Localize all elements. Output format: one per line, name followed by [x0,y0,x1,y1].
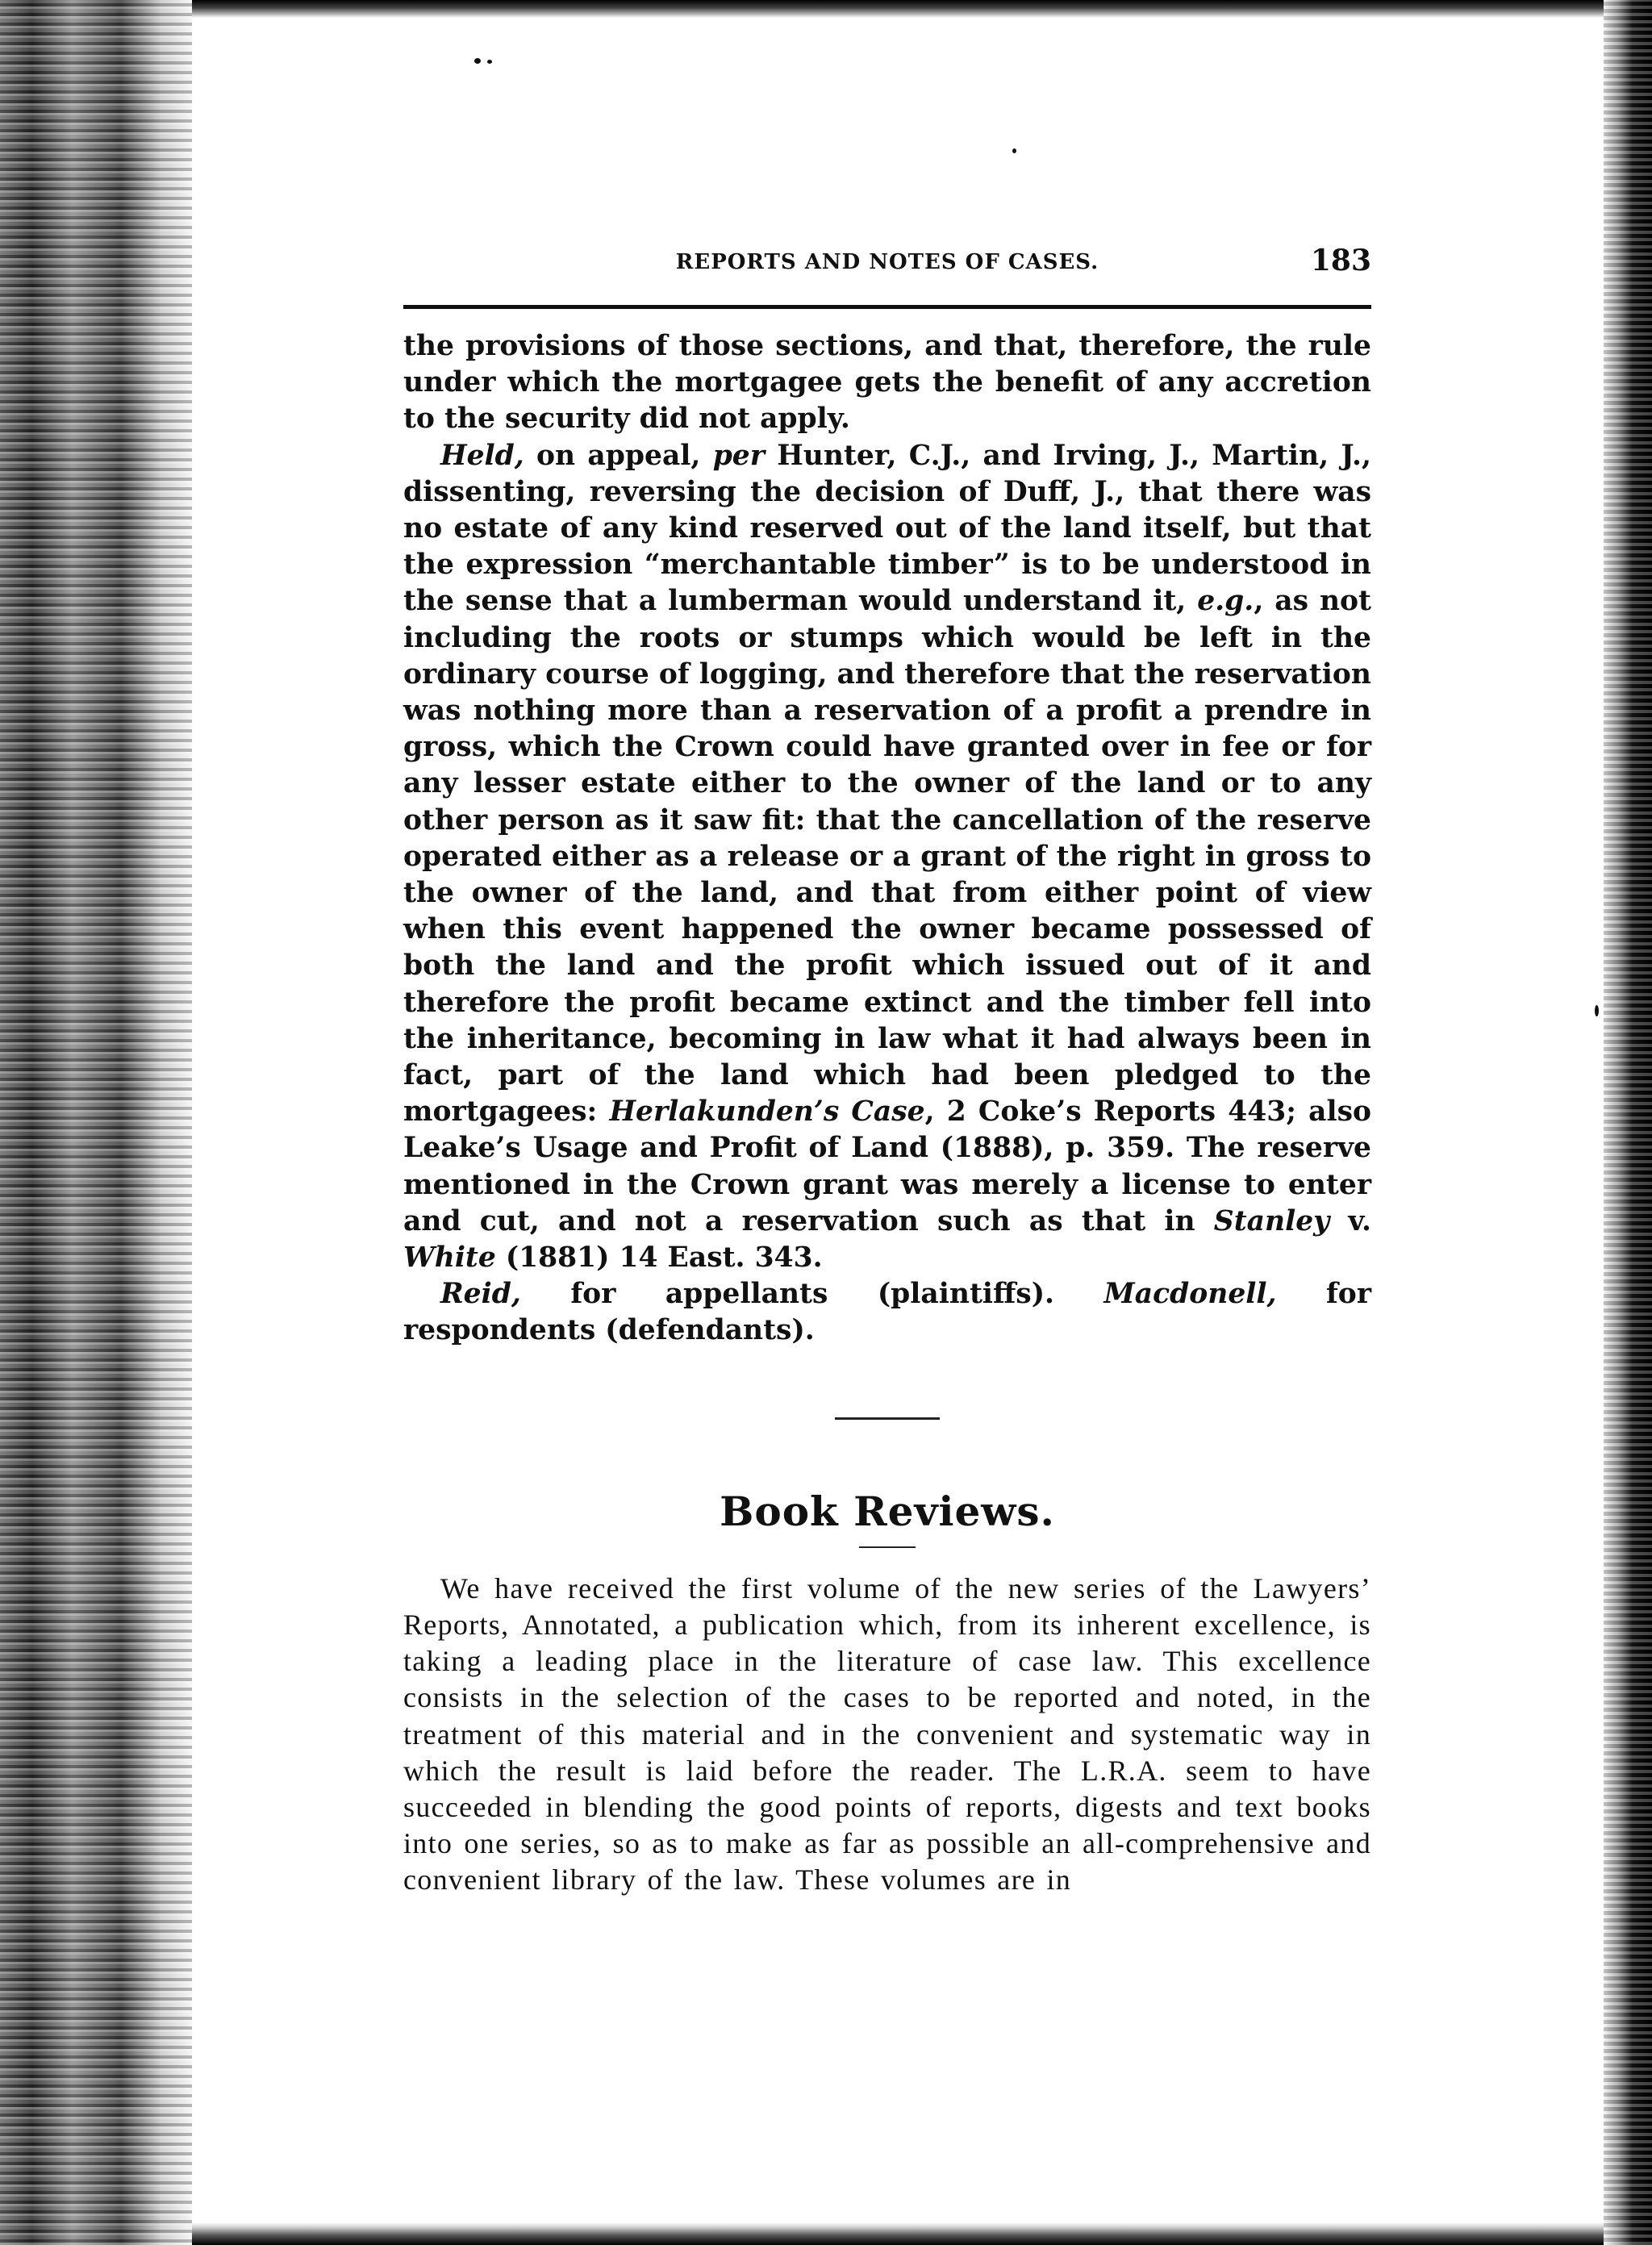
eg-abbrev: e.g. [1197,585,1254,618]
report-paragraph: the provisions of those sections, and that, therefore, the rule under which the mortgagee gets the benefit of any accretion to the security did not apply. [403,330,1371,436]
text-run: for respondents (defendants). [403,1278,1371,1347]
running-title: REPORTS AND NOTES OF CASES. [675,250,1099,274]
page-right-edge [1604,0,1652,2245]
book-spine-edge [0,0,192,2245]
case-citation: White [403,1241,496,1275]
per-label: per [712,439,765,472]
counsel-name: Macdonell, [1103,1278,1277,1311]
text-run: on appeal, [524,439,713,472]
counsel-paragraph [403,1276,1371,1349]
page-number: 183 [1310,244,1371,277]
text-run: (1881) 14 East. 343. [495,1241,823,1275]
running-header [403,242,1371,298]
book-review [403,1571,1371,1899]
text-run: v. [1329,1204,1371,1237]
case-citation: Stanley [1213,1204,1330,1237]
header-rule [403,305,1371,309]
section-divider [835,1417,940,1420]
page-top-edge [192,0,1604,18]
review-paragraph: We have received the first volume of the new series of the Lawyers’ Reports, Annotated, a publication which, from its inherent excellence, is taking a leading place in the literature of case law. This excellence consists in the selection of the cases to be reported and noted, in the treatment of this material and in the convenient and systematic way in which the result is laid before the reader. The L.R.A. seem to have succeeded in blending the good points of reports, digests and text books into one series, so as to make as far as possible an all-comprehensive and convenient library of the law. These volumes are in [403,1571,1371,1897]
book-page [403,242,1371,1899]
ink-speck [1595,1005,1599,1016]
text-run: , as not including the roots or stumps which would be left in the ordinary course of logging, and therefore that the reservation was nothing more than a reservation of a profit a prendre in gross, which the Crown could have granted over in fee or for any lesser estate either to the owner of the land or to any other person as it saw fit: that the cancellation of the reserve operated either as a release or a grant of the right in gross to the owner of the land, and that from either point of view when this event happened the owner became possessed of both the land and the profit which issued out of it and therefore the profit became extinct and the timber fell into the inheritance, becoming in law what it had always been in fact, part of the land which had been pledged to the mortgagees: [403,585,1371,1129]
book-reviews-heading: Book Reviews. [720,1487,1055,1535]
text-run: for appellants (plaintiffs). [520,1278,1104,1311]
ink-speck [487,60,492,64]
text-run: , 2 Coke’s Reports 443; also Leake’s Usage and Profit of Land (1888), p. 359. The reserve mentioned in the Crown grant was merely a license to enter and cut, and not a reservation such as that in [403,1095,1371,1237]
held-label: Held, [440,439,524,472]
counsel-name: Reid, [440,1278,521,1311]
ink-speck [474,58,481,64]
held-paragraph [403,438,1371,1277]
text-run: Hunter, C.J., and Irving, J., Martin, J., dissenting, reversing the decision of Duff, J., that there was no estate of any kind reserved out of the land itself, but that the expression “merchantable timber” is to be understood in the sense that a lumberman would understand it, [403,439,1372,618]
page-bottom-edge [192,2222,1604,2245]
ink-speck [1012,148,1016,153]
case-report [403,328,1371,1350]
case-citation: Herlakunden’s Case [609,1095,925,1129]
heading-rule [859,1546,916,1548]
